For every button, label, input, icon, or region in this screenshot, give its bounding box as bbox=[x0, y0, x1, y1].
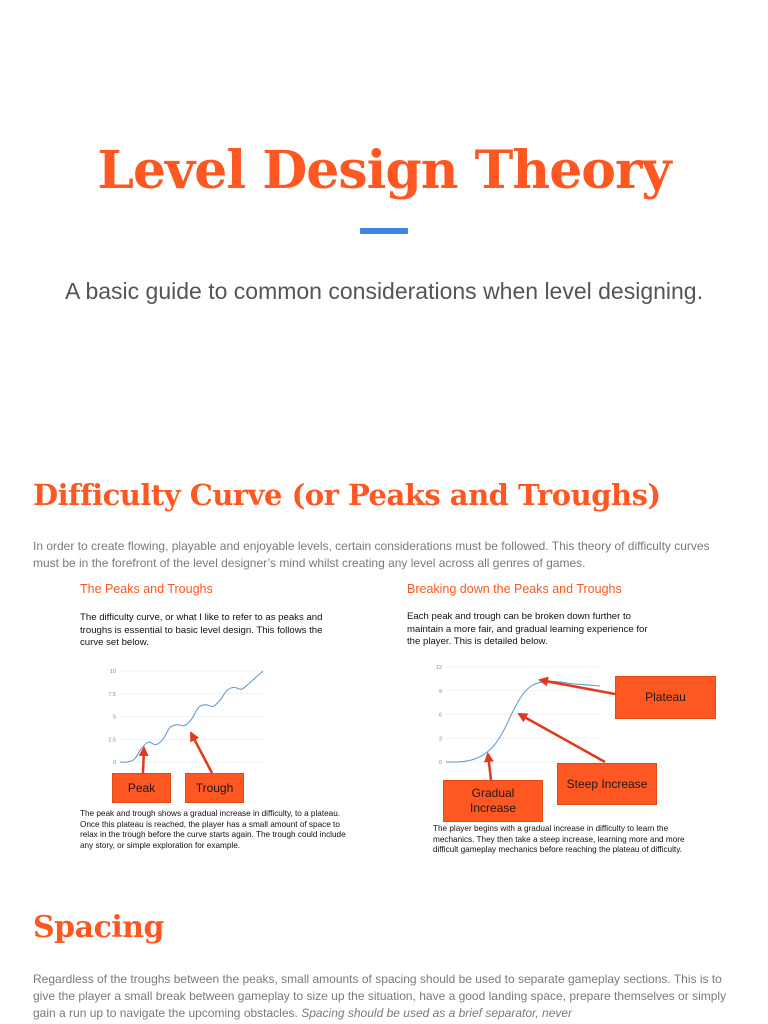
chart-left-ytick-label: 0 bbox=[112, 760, 116, 766]
figure-left-caption: The peak and trough shows a gradual increase in difficulty, to a plateau. Once this plateau is reached, the player has a small amount of space to relax in the trough before the curve starts again. The trough could include any story, or simple exploration for example. bbox=[80, 809, 346, 850]
label-gradual-increase: Gradual Increase bbox=[443, 780, 543, 822]
chart-right-ytick-label: 9 bbox=[438, 688, 442, 695]
chart-breakdown bbox=[410, 660, 610, 772]
chart-left-svg bbox=[80, 660, 320, 772]
label-peak: Peak bbox=[112, 773, 171, 803]
difficulty-heading: Difficulty Curve (or Peaks and Troughs) bbox=[33, 478, 661, 512]
chart-peaks-troughs bbox=[80, 660, 320, 772]
spacing-paragraph bbox=[33, 971, 737, 1022]
chart-right-svg bbox=[410, 660, 610, 772]
chart-left-ytick-label: 5 bbox=[112, 714, 116, 721]
chart-right-ytick-label: 12 bbox=[435, 665, 442, 671]
spacing-heading: Spacing bbox=[33, 910, 165, 945]
figure-right-caption: The player begins with a gradual increase in difficulty to learn the mechanics. They then take a steep increase, learning more and more difficult gameplay mechanics before reaching the plateau of difficulty. bbox=[433, 824, 685, 854]
chart-left-ytick-label: 10 bbox=[109, 669, 116, 675]
page-title: Level Design Theory bbox=[97, 140, 671, 201]
chart-left-ytick-label: 7.5 bbox=[108, 691, 116, 698]
spacing-text: Regardless of the troughs between the peaks, small amounts of spacing should be used to separate gameplay sections. This is to give the player a small break between gameplay to size up the situation, have a good landing space, prepare themselves or simply gain a run up to navigate the upcoming obstacles. bbox=[33, 972, 727, 1020]
figure-left-text: The difficulty curve, or what I like to refer to as peaks and troughs is essential to basic level design. This follows the curve set below. bbox=[80, 612, 323, 648]
label-trough: Trough bbox=[185, 773, 244, 803]
figure-left-title: The Peaks and Troughs bbox=[80, 582, 213, 596]
spacing-text-italic: Spacing should be used as a brief separator, never bbox=[301, 1006, 573, 1020]
label-steep-increase: Steep Increase bbox=[557, 763, 657, 805]
title-divider bbox=[360, 228, 408, 234]
difficulty-intro: In order to create flowing, playable and enjoyable levels, certain considerations must be followed. This theory of difficulty curves must be in the forefront of the level designer’s mind whilst creating any level across all genres of games. bbox=[33, 539, 710, 570]
page-subtitle: A basic guide to common considerations when level designing. bbox=[65, 278, 703, 304]
label-plateau: Plateau bbox=[615, 676, 716, 719]
figure-right-text: Each peak and trough can be broken down further to maintain a more fair, and gradual learning experience for the player. This is detailed below. bbox=[407, 611, 648, 647]
chart-right-series-line bbox=[446, 681, 600, 762]
chart-right-ytick-label: 0 bbox=[438, 760, 442, 766]
chart-right-ytick-label: 6 bbox=[438, 712, 442, 719]
chart-right-ytick-label: 3 bbox=[438, 736, 442, 743]
figure-right-title: Breaking down the Peaks and Troughs bbox=[407, 582, 622, 596]
chart-left-ytick-label: 2.5 bbox=[108, 737, 116, 744]
